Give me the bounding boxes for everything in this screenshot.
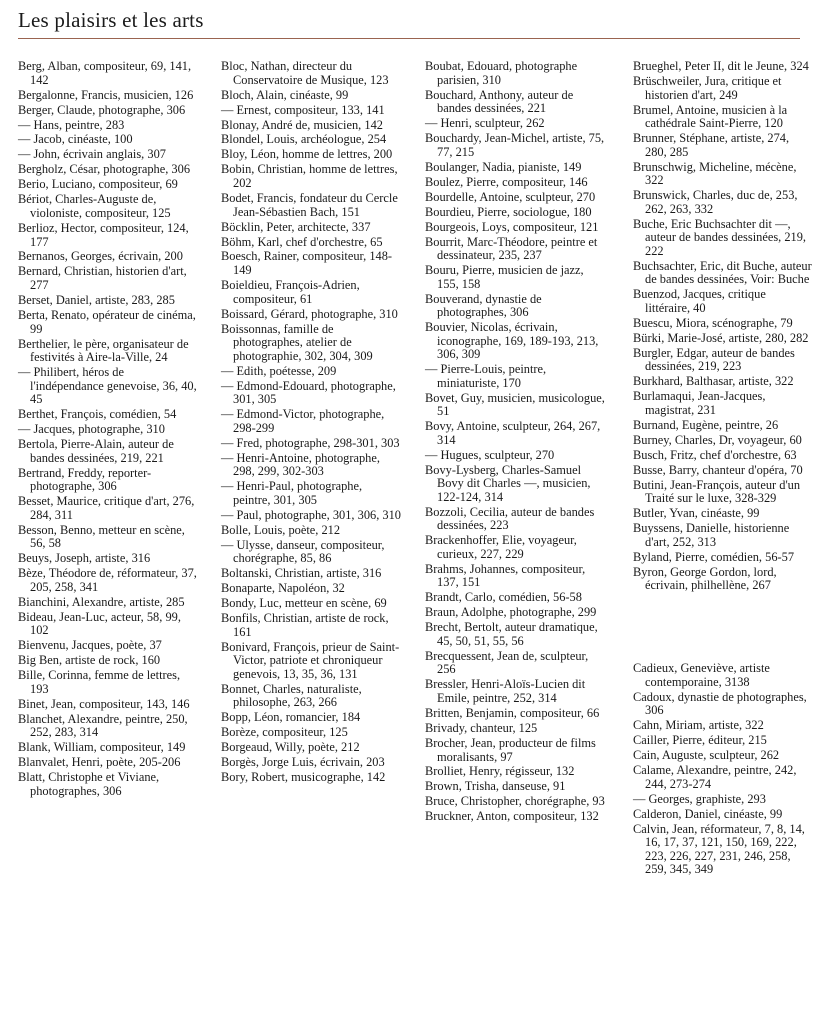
index-entry: Blanchet, Alexandre, peintre, 250, 252, 283, 314 (18, 711, 188, 740)
index-entry: Burnand, Eugène, peintre, 26 (633, 417, 779, 432)
index-entry: Bürki, Marie-José, artiste, 280, 282 (633, 330, 809, 345)
index-entry: Bolle, Louis, poète, 212 (221, 522, 341, 537)
index-entry: Bovet, Guy, musicien, musicologue, 51 (425, 390, 605, 419)
index-entry: Bonfils, Christian, artiste de rock, 161 (221, 611, 389, 639)
index-entry: Brunschwig, Micheline, mécène, 322 (633, 159, 797, 188)
index-entry: Byron, George Gordon, lord, écrivain, philhellène, 267 (633, 564, 777, 593)
page-header (18, 8, 800, 39)
index-entry: Blondel, Louis, archéologue, 254 (221, 132, 387, 147)
index-entry: Blonay, André de, musicien, 142 (221, 117, 383, 132)
index-entry: Cahn, Miriam, artiste, 322 (633, 718, 764, 733)
index-entry: Berger, Claude, photographe, 306 (18, 102, 186, 117)
index-entry: Bovy-Lysberg, Charles-Samuel Bovy dit Charles —, musicien, 122-124, 314 (425, 462, 591, 504)
index-entry: Bloc, Nathan, directeur du Conservatoire de Musique, 123 (221, 59, 389, 87)
index-entry: — Edith, poétesse, 209 (221, 363, 337, 378)
index-entry: Buchsachter, Eric, dit Buche, auteur de bandes dessinées, Voir: Buche (633, 258, 812, 287)
index-entry: Boieldieu, François-Adrien, compositeur, 61 (221, 278, 360, 306)
index-entry: Böcklin, Peter, architecte, 337 (221, 219, 371, 234)
index-entry: Busse, Barry, chanteur d'opéra, 70 (633, 462, 803, 477)
index-entry: Buescu, Miora, scénographe, 79 (633, 315, 793, 330)
index-entry: Brecht, Bertolt, auteur dramatique, 45, 50, 51, 55, 56 (425, 620, 598, 648)
index-entry: Bodet, Francis, fondateur du Cercle Jean-Sébastien Bach, 151 (221, 190, 398, 219)
index-entry: Bourrit, Marc-Théodore, peintre et dessinateur, 235, 237 (425, 234, 598, 263)
index-entry: Bloch, Alain, cinéaste, 99 (221, 87, 349, 102)
index-entry: Boltanski, Christian, artiste, 316 (221, 566, 382, 581)
index-entry: Bériot, Charles-Auguste de, violoniste, compositeur, 125 (18, 192, 171, 220)
index-column-4 (633, 60, 813, 878)
index-entry: Burgler, Edgar, auteur de bandes dessinées, 219, 223 (633, 345, 795, 374)
index-entry: Britten, Benjamin, compositeur, 66 (425, 705, 600, 720)
index-entry: Bouchardy, Jean-Michel, artiste, 75, 77, 215 (425, 131, 605, 159)
index-entry: Burlamaqui, Jean-Jacques, magistrat, 231 (633, 389, 766, 417)
index-entry: — Philibert, héros de l'indépendance genevoise, 36, 40, 45 (18, 365, 197, 407)
index-entry: Berthet, François, comédien, 54 (18, 407, 177, 422)
index-entry: Brueghel, Peter II, dit le Jeune, 324 (633, 59, 809, 73)
index-entry: Buyssens, Danielle, historienne d'art, 252, 313 (633, 521, 790, 549)
index-entry: — Pierre-Louis, peintre, miniaturiste, 170 (425, 362, 547, 390)
index-entry: Berio, Luciano, compositeur, 69 (18, 177, 178, 192)
index-entry: Burkhard, Balthasar, artiste, 322 (633, 374, 794, 389)
page-title: Les plaisirs et les arts (18, 8, 204, 32)
index-entry: Bonaparte, Napoléon, 32 (221, 581, 345, 596)
index-entry: Braun, Adolphe, photographe, 299 (425, 605, 597, 620)
index-entry: Butler, Yvan, cinéaste, 99 (633, 506, 760, 521)
index-entry: Bernanos, Georges, écrivain, 200 (18, 249, 183, 264)
index-entry: Busch, Fritz, chef d'orchestre, 63 (633, 447, 797, 462)
index-entry: Borgeaud, Willy, poète, 212 (221, 740, 360, 755)
index-entry: Bondy, Luc, metteur en scène, 69 (221, 596, 387, 611)
index-entry: Brown, Trisha, danseuse, 91 (425, 779, 566, 794)
index-entry: Binet, Jean, compositeur, 143, 146 (18, 696, 190, 711)
index-entry: Bobin, Christian, homme de lettres, 202 (221, 162, 398, 190)
index-entry: Brandt, Carlo, comédien, 56-58 (425, 590, 582, 605)
index-entry: Bressler, Henri-Aloïs-Lucien dit Emile, peintre, 252, 314 (425, 677, 586, 705)
index-block-c (633, 662, 813, 877)
index-entry: Bille, Corinna, femme de lettres, 193 (18, 668, 181, 696)
index-entry: Bertola, Pierre-Alain, auteur de bandes dessinées, 219, 221 (18, 437, 174, 465)
index-entry: Butini, Jean-François, auteur d'un Traité sur le luxe, 328-329 (633, 477, 801, 506)
index-entry: Bourdieu, Pierre, sociologue, 180 (425, 204, 592, 219)
index-entry: Boulez, Pierre, compositeur, 146 (425, 174, 588, 189)
index-entry: Bovy, Antoine, sculpteur, 264, 267, 314 (425, 419, 601, 447)
index-column-1 (18, 60, 198, 800)
index-entry: Calame, Alexandre, peintre, 242, 244, 273-274 (633, 763, 797, 791)
index-entry: Bourgeois, Loys, compositeur, 121 (425, 219, 599, 234)
index-entry: — Jacob, cinéaste, 100 (18, 132, 133, 147)
index-entry: Bertrand, Freddy, reporter-photographe, 306 (18, 465, 152, 494)
index-entry: Brivady, chanteur, 125 (425, 720, 538, 735)
index-entry: Boulanger, Nadia, pianiste, 149 (425, 159, 582, 174)
index-entry: Bouvier, Nicolas, écrivain, iconographe, 169, 189-193, 213, 306, 309 (425, 320, 599, 362)
index-entry: — Ulysse, danseur, compositeur, chorégraphe, 85, 86 (221, 537, 385, 566)
index-entry: Bory, Robert, musicographe, 142 (221, 770, 386, 785)
index-entry: Buche, Eric Buchsachter dit —, auteur de bandes dessinées, 219, 222 (633, 216, 807, 258)
index-entry: Brolliet, Henry, régisseur, 132 (425, 764, 575, 779)
index-entry: Bianchini, Alexandre, artiste, 285 (18, 594, 185, 609)
index-entry: Blanvalet, Henri, poète, 205-206 (18, 755, 181, 770)
index-entry: Böhm, Karl, chef d'orchestre, 65 (221, 234, 383, 249)
index-entry: — Henri-Paul, photographe, peintre, 301, 305 (221, 479, 363, 507)
index-entry: Bonnet, Charles, naturaliste, philosophe, 263, 266 (221, 681, 362, 710)
index-entry: Bonivard, François, prieur de Saint-Victor, patriote et chroniqueur genevois, 13, 35, 36, 131 (221, 639, 400, 681)
index-entry: Bergalonne, Francis, musicien, 126 (18, 87, 194, 102)
index-entry: Bouru, Pierre, musicien de jazz, 155, 158 (425, 263, 584, 291)
index-entry: — Fred, photographe, 298-301, 303 (221, 435, 400, 450)
index-entry: Bernard, Christian, historien d'art, 277 (18, 264, 187, 293)
index-entry: Brahms, Johannes, compositeur, 137, 151 (425, 561, 586, 590)
index-entry: Bouchard, Anthony, auteur de bandes dessinées, 221 (425, 87, 574, 116)
index-entry: — Henri-Antoine, photographe, 298, 299, 302-303 (221, 450, 380, 479)
index-entry: — Jacques, photographe, 310 (18, 422, 165, 437)
index-entry: — Georges, graphiste, 293 (633, 791, 766, 806)
index-entry: Cadoux, dynastie de photographes, 306 (633, 689, 807, 718)
index-entry: Berlioz, Hector, compositeur, 124, 177 (18, 220, 189, 249)
index-entry: Bèze, Théodore de, réformateur, 37, 205, 258, 341 (18, 566, 197, 594)
index-entry: Bruckner, Anton, compositeur, 132 (425, 809, 599, 824)
index-entry: Boissard, Gérard, photographe, 310 (221, 306, 398, 321)
index-entry: Borèze, compositeur, 125 (221, 725, 348, 740)
index-entry: Boissonnas, famille de photographes, atelier de photographie, 302, 304, 309 (221, 321, 373, 363)
index-entry: Boesch, Rainer, compositeur, 148-149 (221, 249, 393, 278)
index-entry: Cain, Auguste, sculpteur, 262 (633, 748, 780, 763)
index-entry: Brumel, Antoine, musicien à la cathédrale Saint-Pierre, 120 (633, 102, 788, 131)
index-entry: — John, écrivain anglais, 307 (18, 147, 166, 162)
index-entry: Boubat, Edouard, photographe parisien, 310 (425, 59, 578, 87)
index-entry: Calderon, Daniel, cinéaste, 99 (633, 806, 783, 821)
index-entry: Buenzod, Jacques, critique littéraire, 40 (633, 287, 766, 315)
index-block-b (633, 60, 813, 593)
index-entry: Bopp, Léon, romancier, 184 (221, 710, 361, 725)
index-column-2 (221, 60, 401, 786)
index-entry: Bienvenu, Jacques, poète, 37 (18, 638, 162, 653)
index-entry: Bloy, Léon, homme de lettres, 200 (221, 147, 393, 162)
index-column-3 (425, 60, 605, 825)
index-entry: Brecquessent, Jean de, sculpteur, 256 (425, 648, 589, 677)
index-entry: Bruce, Christopher, chorégraphe, 93 (425, 794, 605, 809)
index-entry: Beuys, Joseph, artiste, 316 (18, 551, 151, 566)
index-entry: Bouverand, dynastie de photographes, 306 (425, 291, 542, 320)
index-entry: — Hugues, sculpteur, 270 (425, 447, 555, 462)
index-entry: — Ernest, compositeur, 133, 141 (221, 102, 385, 117)
index-entry: Bozzoli, Cecilia, auteur de bandes dessinées, 223 (425, 504, 595, 533)
index-entry: Berthelier, le père, organisateur de festivités à Aire-la-Ville, 24 (18, 336, 189, 365)
index-entry: Brüschweiler, Jura, critique et historien d'art, 249 (633, 73, 782, 102)
index-entry: Calvin, Jean, réformateur, 7, 8, 14, 16, 17, 37, 121, 150, 169, 222, 223, 226, 227, 231, 246, 258, 259, 345, 349 (633, 821, 805, 877)
index-entry: Brunswick, Charles, duc de, 253, 262, 263, 332 (633, 188, 798, 216)
index-entry: Borgès, Jorge Luis, écrivain, 203 (221, 755, 385, 770)
index-entry: Besson, Benno, metteur en scène, 56, 58 (18, 522, 185, 551)
index-entry: Cadieux, Geneviève, artiste contemporaine, 3138 (633, 661, 770, 689)
index-entry: Brocher, Jean, producteur de films moralisants, 97 (425, 735, 596, 764)
index-entry: — Henri, sculpteur, 262 (425, 116, 545, 131)
index-entry: Brunner, Stéphane, artiste, 274, 280, 285 (633, 131, 790, 159)
index-entry: — Hans, peintre, 283 (18, 117, 125, 132)
index-entry: Berg, Alban, compositeur, 69, 141, 142 (18, 59, 192, 87)
index-entry: Burney, Charles, Dr, voyageur, 60 (633, 432, 802, 447)
index-entry: Cailler, Pierre, éditeur, 215 (633, 733, 767, 748)
index-entry: — Paul, photographe, 301, 306, 310 (221, 507, 401, 522)
index-entry: Bergholz, César, photographe, 306 (18, 162, 191, 177)
index-entry: Berset, Daniel, artiste, 283, 285 (18, 293, 175, 307)
letter-gap (633, 594, 813, 662)
index-entry: Big Ben, artiste de rock, 160 (18, 653, 161, 668)
index-entry: Blank, William, compositeur, 149 (18, 740, 186, 755)
index-entry: Brackenhoffer, Elie, voyageur, curieux, 227, 229 (425, 533, 577, 561)
index-entry: — Edmond-Edouard, photographe, 301, 305 (221, 378, 396, 407)
index-entry: Bideau, Jean-Luc, acteur, 58, 99, 102 (18, 609, 181, 638)
index-entry: Blatt, Christophe et Viviane, photographes, 306 (18, 770, 160, 798)
index-entry: Bourdelle, Antoine, sculpteur, 270 (425, 189, 596, 204)
index-entry: Besset, Maurice, critique d'art, 276, 284, 311 (18, 494, 195, 522)
index-entry: Byland, Pierre, comédien, 56-57 (633, 549, 795, 564)
index-entry: Berta, Renato, opérateur de cinéma, 99 (18, 307, 196, 336)
index-entry: — Edmond-Victor, photographe, 298-299 (221, 407, 385, 435)
